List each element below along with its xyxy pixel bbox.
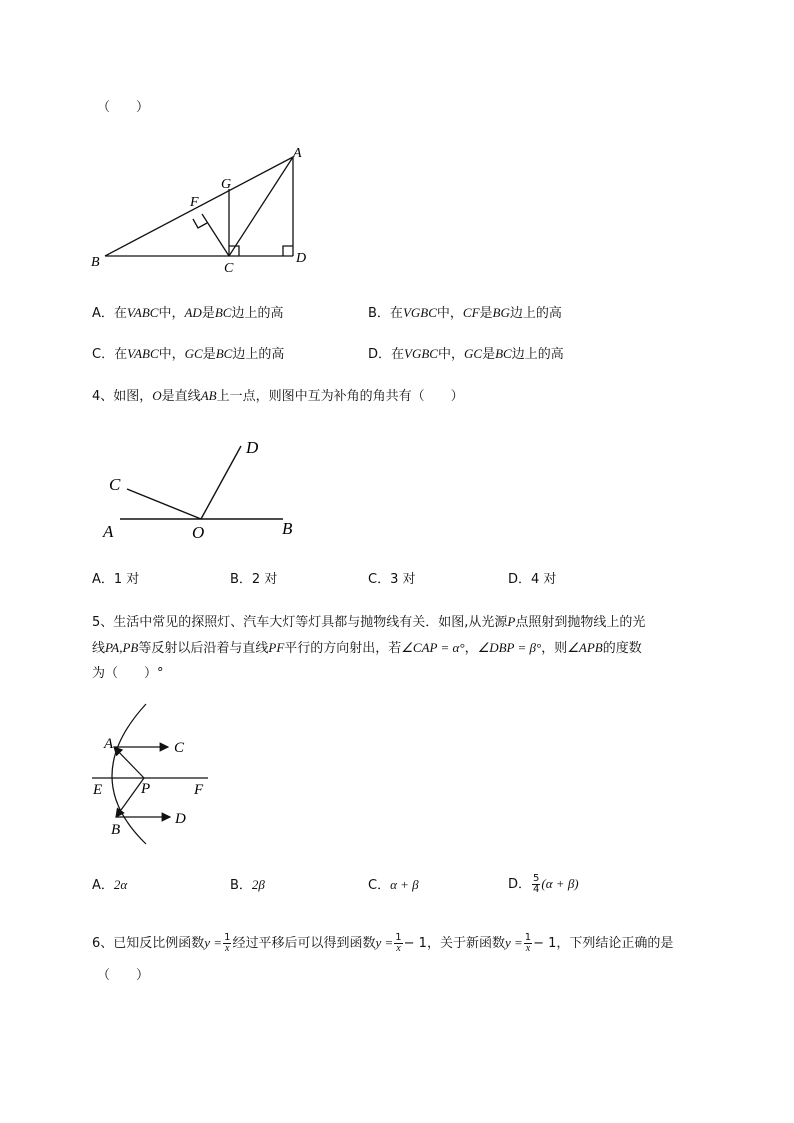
q3-answer-paren: （ ） — [97, 100, 150, 115]
q3-label-D: D — [296, 251, 307, 266]
q3-label-A: A — [293, 146, 302, 161]
q4-option-a: A．1 对 — [92, 572, 140, 587]
q4-label-D: D — [246, 438, 259, 457]
q5-line-3: 为（ ）° — [92, 666, 164, 681]
q3-label-C: C — [224, 261, 234, 276]
q3-triangle-figure — [85, 140, 325, 280]
q4-angle-figure — [95, 432, 305, 544]
q5-label-A: A — [104, 736, 114, 752]
q5-label-B: B — [111, 822, 121, 838]
q5-label-D: D — [175, 811, 186, 827]
q5-option-d: D． $\frac{5}{4}$ (α + β) — [508, 873, 579, 895]
q4-label-C: C — [109, 475, 121, 494]
q4-question: 4、如图，O是直线AB上一点，则图中互为补角的角共有（ ） — [92, 388, 464, 404]
q4-label-A: A — [103, 522, 114, 541]
q3-label-F: F — [190, 195, 199, 210]
q6-answer-paren: （ ） — [97, 968, 150, 983]
q3-label-G: G — [221, 177, 232, 192]
q5-option-c: C．α + β — [368, 877, 419, 893]
q4-label-B: B — [282, 519, 293, 538]
q3-option-b: B．在VGBC中，CF是BG边上的高 — [368, 305, 562, 321]
q5-option-a: A．2α — [92, 877, 128, 893]
q4-label-O: O — [192, 523, 205, 542]
q3-option-c: C．在VABC中，GC是BC边上的高 — [92, 346, 285, 362]
q4-option-d: D．4 对 — [508, 572, 557, 587]
q5-label-F: F — [194, 782, 204, 798]
q5-label-C: C — [174, 740, 185, 756]
q5-line-2: 线PA,PB等反射以后沿着与直线PF平行的方向射出，若∠CAP = α°，∠DBP = β°，则∠APB的度数 — [92, 640, 642, 656]
q4-option-b: B．2 对 — [230, 572, 278, 587]
q5-option-b: B．2β — [230, 877, 265, 893]
q5-parabola-figure — [88, 700, 216, 850]
q4-option-c: C．3 对 — [368, 572, 416, 587]
q5-line-1: 5、生活中常见的探照灯、汽车大灯等灯具都与抛物线有关．如图,从光源P点照射到抛物线上的光 — [92, 614, 646, 630]
q5-label-E: E — [93, 782, 103, 798]
q3-option-a: A．在VABC中，AD是BC边上的高 — [92, 305, 284, 321]
q6-question: 6、已知反比例函数y = $\frac{1}{x}$ 经过平移后可以得到函数y = $\frac{1}{x}$ − 1，关于新函数y = $\frac{1}{x}$ − 1，下列结论正确的是 — [92, 932, 674, 954]
q3-label-B: B — [91, 255, 100, 270]
q3-option-d: D．在VGBC中，GC是BC边上的高 — [368, 346, 564, 362]
q5-label-P: P — [141, 781, 151, 797]
